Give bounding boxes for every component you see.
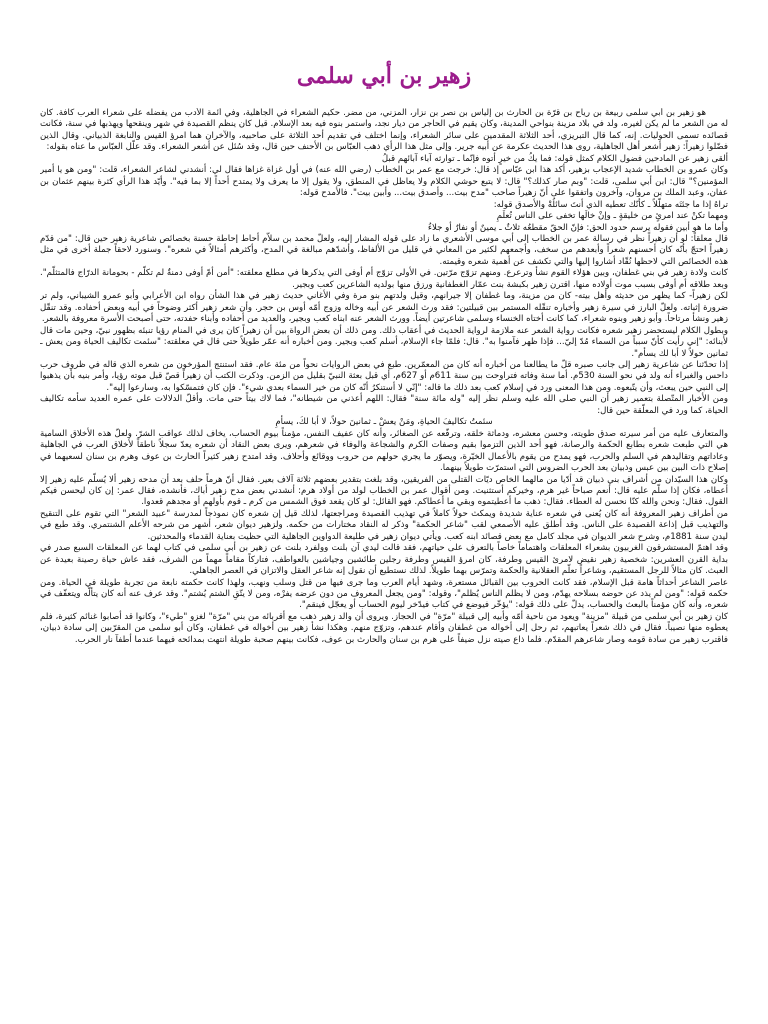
paragraph: لكن زهيراً- كما يظهر من حديثه وأهل بيته- كان من مزينة، وما غطفان إلا جيرانهم، وقيل ولدتهم بنو مرة وفي الأغاني حديث زهير في هذا الشأن رواه ابن الأعرابي وأبو عمرو الشيباني، ولم تر ضرورة إثباته. ولعلّ البارز في سيرة زهير وأخباره تنقّله المستمر بين قبيلتين: فقد ورث الشعر عن أبيه وخاله وزوج أمّه أوس بن حجر. وأن شعر زهير أكثر وضوحاً في أبيه وبعض أحفاده. وقد تنقّل زهير ونشأ مرتاحاً. وأبو زهير وبنوه شعراء، كما كانت أختاه الخنساء وسلمى شاعرتين أيضاً. وورث الشعر عنه ابناه كعب وبجير، والعديد من أحفاده وأبناء حفدته، حتى أصبحت الأسرة معروفة بالشعر.: [40, 291, 728, 325]
verse-line: تراهُ إذا ما جئتَه متهلّلاً ـ كأنّك تعطيه الذي أنتَ سائلُهْ والأصدق قوله:: [493, 199, 728, 210]
paragraph: هو زهير بن أبي سلمى ربيعة بن رياح بن قرّة بن الحارث بن إلياس بن نصر بن نزار، المزني، من مضر. حكيم الشعراء في الجاهلية، وفي أئمة الأدب من يفضله على شعراء العرب كافة. كان له من الشعر ما لم يكن لغيره، ولد في بلاد مزينة بنواحي المدينة، وكان يقيم في الحاجر من ديار نجد، واستمر بنوه فيه بعد الإسلام. قيل كان ينظم القصيدة في شهر وينقحها ويهذبها في سنة، فكانت قصائده تسمى الحوليات. إنه، كما قال التبريزي، أحد الثلاثة المقدمين على سائر الشعراء، وإنما اختلف في تقديم أحد الثلاثة على صاحبيه، والآخران هما امرؤ القيس والنابغة الذبياني. وقال الذين فضّلوا زهيراً: زهير أشعر أهل الجاهلية، روى هذا الحديث عكرمة عن أبيه جرير. وإلى مثل هذا الرأي ذهب العبّاس بن الأحنف حين قال، وقد سُئل عن أشعر الشعراء. وقد علّل العبّاس ما عناه بقوله:: [40, 108, 728, 153]
paragraph: من أطراف زهير المعروفة أنه كان يُعنى في شعره عناية شديدة ويمكث حولاً كاملاً في تهذيب القصيدة ومراجعتها، لذلك قيل إن شعره كان نموذجاً لمدرسة "عبيد الشعر" التي تقوم على التنقيح والتهذيب قبل إذاعة القصيدة على الناس. وقد أطلق عليه الأصمعي لقب "شاعر الحكمة" وذكر له النقاد مختارات من حكمه. ولزهير ديوان شعر، أشهر من شرحه الأعلم الشنتمري. وقد طبع في ليدن سنة 1881م، وشرح شعر الديوان في مجلد كامل مع بعض قصائد ابنه كعب. ويأتي ديوان زهير في طليعة الدواوين الجاهلية التي حظيت بعناية القدماء والمحدثين.: [40, 508, 728, 542]
paragraph: والمتعارف عليه من أمر سيرته صدق طويته، وحسن معشره، ودماثة خلقه، وترفّعه عن الصغائر، وأنه كان عفيف النفس، مؤمناً بيوم الحساب، يخاف لذلك عواقب الشرّ. ولعلّ هذه الأخلاق السامية هي التي طبعت شعره بطابع الحكمة والرصانة، فهو أحد الذين التزموا بقيم وصفات الكرم والشجاعة والوفاء في شعرهم، ويرى بعض النقاد أن شعره يعدّ سجلاً ناطقاً لأخلاق العرب في الجاهلية وعاداتهم وتقاليدهم في السلم والحرب، فهو يمدح من يقوم بالأعمال الخيّرة، ويصوّر ما يجري حولهم من حروب ووقائع وأحلاف. وقد امتدح زهير كثيراً الحارث بن عوف وهرم بن سنان لسعيهما في إصلاح ذات البين بين عبس وذبيان بعد الحرب الضروس التي استمرّت طويلاً بينهما.: [40, 428, 728, 474]
paragraph: ومن الأخبار المتّصلة بتعمير زهير أن النبي صلى الله عليه وسلم نظر إليه "وله مائة سنة" فقال: اللهم أعذني من شيطانه"، فما لاك بيتاً حتى مات. وأقلّ الدلالات على عمره العديد سأمه تكاليف الحياة، كما ورد في المعلّقة حين قال:: [40, 394, 728, 416]
verse-line: سئمتُ تكاليفَ الحياةِ، ومَنْ يعشْ ـ ثمانينَ حولاً، لا أبا لكَ، يسأمِ: [275, 417, 493, 428]
paragraph: وكان هذا السيّدان من أشراف بني ذبيان قد أدّيا من مالهما الخاص ديّات القتلى من الفريقين، وقد بلغت بتقدير بعضهم ثلاثة آلاف بعير. فقال أنّ هرماً حلف بعد أن مدحه زهير ألا يُسلّم عليه زهير إلا أعطاه، فكان إذا سلّم عليه قال: أنعم صباحاً غير هرم، وخيركم أستثنيت. ومن أقوال عمر بن الخطاب لولد من أولاد هرم: أنشدني بعض مدح زهير أباك، فأنشده، فقال عمر: إن كان ليحسن فيكم القول. فقال: ونحن والله كنّا نحسن له العطاء. فقال: ذهب ما أعطيتموه وبقي ما أعطاكم. فهو القائل: لو كان يقعد فوق الشمس من كرم ـ قوم بأولهم أو مجدهم قعدوا.: [40, 474, 728, 508]
paragraph: قال معلقاً: لو أن زهيراً نظر في رسالة عمر بن الخطاب إلى أبي موسى الأشعري ما زاد على قوله المشار إليه، ولعلّ محمد بن سلاّم أحاط إحاطة حسنة بخصائص شاعرية زهير حين قال: "من قدّم زهيراً احتجّ بأنّه كان أحسنهم شعراً وأبعدهم من سخف، وأجمعهم لكثير من المعاني في قليل من الألفاظ، وأشدّهم مبالغة في المدح، وأكثرهم أمثالاً في شعره". وسنورد لاحقاً جملة أخرى في مثل هذه الخصائص التي لاحظها نُقّاد أشاروا إليها والتي تكشف عن أهمية شعره وقيمته.: [40, 233, 728, 267]
paragraph: كانت ولادة زهير في بني غطفان، وبين هؤلاء القوم نشأ وترعرع. ومنهم تزوّج مرّتين. في الأولى تزوّج أم أوفى التي يذكرها في مطلع معلقته: "أمن أمّ أوفى دمنةٌ لم تكلّم - بحومانة الدرّاج فالمتثلّم". وبعد طلاقه أم أوفى بسبب موت أولاده منها، اقترن زهير بكبشة بنت عمّار الغطفانية ورزق منها بولديه الشاعرين كعب وبجير.: [40, 268, 728, 290]
paragraph: كان زهير بن أبي سلمى من قبيلة "مزينة" ويعود من ناحية أمّه وأبيه إلى قبيلة "مرّة" في الحجاز. ويروى أن والد زهير ذهب مع أقربائه من بني "مرّة" لغزو "طيء"، وكانوا قد أصابوا غنائم كثيرة، فلم يعطوه منها نصيباً. فقال في ذلك شعراً يعاتبهم، ثم رحل إلى أخواله من غطفان وأقام عندهم، وتزوّج منهم. وهكذا نشأ زهير بين أخواله في غطفان، وكان أبو سلمى من المقرّبين إلى سادة ذبيان، فاقترب زهير من سادة قومه وصار شاعرهم المقدّم. فلما ذاع صيته نزل ضيفاً على هرم بن سنان والحارث بن عوف، فكانت بينهم صحبة طويلة انتهت بمدائحه فيهما عندما أطفآ نار الحرب.: [40, 611, 728, 645]
paragraph: عاصر الشاعر أحداثاً هامة قبل الإسلام، فقد كانت الحروب بين القبائل مستعرة، وشهد أيام العرب وما جرى فيها من قتل وسلب ونهب، ولهذا كانت حكمته نابعة من تجربة طويلة في الحياة. ومن حكمه قوله: "ومن لم يذد عن حوضه بسلاحه يهدّم، ومن لا يظلم الناس يُظلم"، وقوله: "ومن يجعل المعروف من دون عرضه يفرْه، ومن لا يتّقِ الشتم يُشتم". وقد عرف عنه أنه كان يتألّه ويتعفّف في شعره، وأنه كان مؤمناً بالبعث والحساب، يدلّ على ذلك قوله: "يؤخّر فيوضع في كتاب فيدّخر ليوم الحساب أو يعجّل فينقم".: [40, 577, 728, 611]
article-body: [40, 108, 728, 1020]
verse-line: وأما ما هو أبين فقوله يرسم حدود الحق: فإنّ الحقّ مقطعُه ثلاثٌ ـ يمينٌ أو نفارٌ أو جلاءُ: [427, 222, 728, 233]
paragraph: وبطول الكلام ليستحضر زهير شعره فكانت رواية الشعر عنه ملازمة لرواية الحديث في أعقاب ذلك. ومن ذلك أن بعض الرواة بين أن زهيراً كان يرى في المنام رؤيا تنبئه بظهور نبيّ، وحين مات قال لأبنائه: "إني رأيت كأنّ سبباً من السماء مُدّ إليّ... فإذا ظهر فآمنوا به". قال: فلمّا جاء الإسلام، أسلم كعب وبجير. ومن أخباره أنه عمّر طويلاً حتى قال في معلقته: "سئمت تكاليف الحياة ومن يعش ـ ثمانين حولاً لا أبا لك يسأم".: [40, 325, 728, 359]
verse-line: ومهما تكنْ عند امرئٍ من خليقةٍ ـ وإنْ خالَها تخفى على الناس تُعلَمِ: [496, 211, 728, 222]
paragraph: إذا تحدّثنا عن شاعرية زهير إلى جانب صبره قلّ ما يطالعنا من أخباره أنه كان من المعمّرين. طبع في بعض الروايات نحواً من مئة عام. فقد استنتج المؤرخون من شعره الذي قاله في ظروف حرب داحس والغبراء أنه ولد في نحو السنة 530م. أما سنة وفاته فتراوحت بين سنة 611م أو 627م، أي قبل بعثة النبيّ بقليل من الزمن. وذكرت الكتب أن زهيراً قصّ قبل موته رؤيا، وأمر بنيه بأن يذهبوا إلى النبي حين يبعث، وأن يتّبعوه. ومن هذا المعنى ورد في إسلام كعب بعد ذلك ما قاله: "إنّي لا أستنكرُ أنّه كان من خير السماء بعدي شيء". فإن كان فتمسّكوا به، وسارعوا إليه".: [40, 359, 728, 393]
paragraph: وكان عمرو بن الخطاب شديد الإعجاب بزهير، أكد هذا ابن عبّاس إذ قال: خرجت مع عمر بن الخطاب (رضي الله عنه) في أول غزاة غزاها فقال لي: أنشدني لشاعر الشعراء، قلت: "ومن هو يا أمير المؤمنين؟" قال: ابن أبي سلمى، قلت: "وبم صار كذلك؟" قال: لا يتبع حوشي الكلام ولا يعاظل في المنطق، ولا يقول إلا ما يعرف ولا يمتدح أحداً إلا بما فيه". وأيّد هذا الرأي كثرة بينهم عثمان بن عفان، وعبد الملك بن مروان، وآخرون واتفقوا على أنّ زهيراً صاحب "مدح بيت... وأصدق بيت... وأبين بيت". فالأمدح قوله:: [40, 165, 728, 199]
verse-line: ألقى زهير عن المادحين فضول الكلام كمثل قوله: فما يكُ من خيرٍ أتوه فإنّما ـ توارثه آباء آبائهم قبلُ: [381, 153, 728, 164]
paragraph: وقد اهتمّ المستشرقون الغربيون بشعراء المعلقات واهتماماً خاصاً بالتعرف على حياتهم، فقد قالت ليدي آن بلنت وولفرد بلنت عن زهير بن أبي سلمى في كتاب لهما عن المعلقات السبع صدر في بداية القرن العشرين: شخصية زهير نقيض لامرئ القيس وطرفة، كان امرؤ القيس وطرفة رجلين طائشين وجياشين بالعواطف، فتاركاً مقاماً مهماً من الشرف، فقد عاش حياة رصينة بعيدة عن العبث. كان مثالاً للرجل المستقيم، وشاعراً تعلّم العقلانية والحكمة وتمرّس بهما طويلاً. لذلك نستطيع أن نقول إنه شاعر العقل والاتزان في العصر الجاهلي.: [40, 543, 728, 577]
page-title: زهير بن أبي سلمى: [296, 63, 472, 89]
